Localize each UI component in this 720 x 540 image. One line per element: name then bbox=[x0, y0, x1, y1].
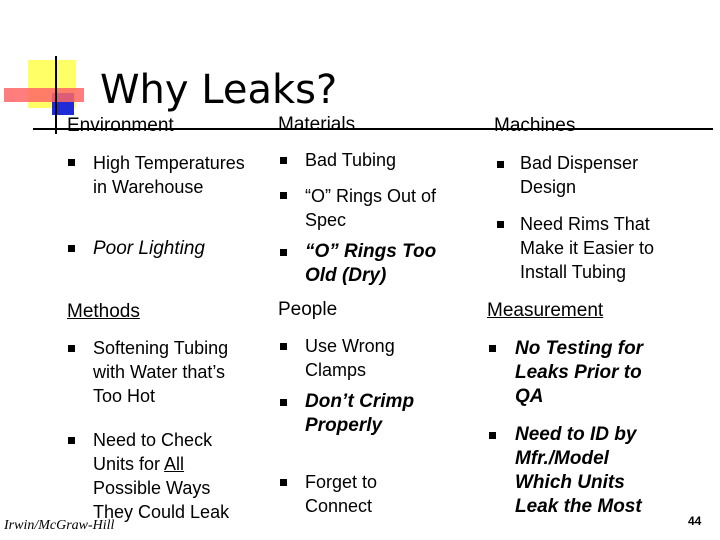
publisher-footer: Irwin/McGraw-Hill bbox=[4, 518, 115, 533]
heading-methods: Methods bbox=[67, 301, 140, 322]
bullet-icon bbox=[68, 437, 75, 444]
bullet-icon bbox=[489, 345, 496, 352]
bullet-icon bbox=[489, 432, 496, 439]
corner-red-bar bbox=[4, 88, 84, 102]
bullet-icon bbox=[280, 479, 287, 486]
bullet-icon bbox=[68, 345, 75, 352]
list-item: Need Rims That Make it Easier to Install Tubing bbox=[520, 214, 655, 282]
list-item-text: Need to Check Units for bbox=[93, 430, 213, 474]
heading-measurement: Measurement bbox=[487, 300, 604, 321]
bullet-icon bbox=[497, 161, 504, 168]
corner-vertical-rule bbox=[55, 56, 57, 134]
slide-title: Why Leaks? bbox=[100, 67, 338, 113]
bullet-icon bbox=[280, 192, 287, 199]
bullet-icon bbox=[497, 221, 504, 228]
list-item: No Testing for Leaks Prior to QA bbox=[515, 338, 644, 407]
list-item: Bad Dispenser Design bbox=[520, 153, 639, 197]
list-item: “O” Rings Too Old (Dry) bbox=[305, 241, 437, 286]
heading-people: People bbox=[278, 299, 338, 320]
list-item: Softening Tubing with Water that’s Too Hot bbox=[93, 338, 229, 406]
list-item: Poor Lighting bbox=[93, 238, 205, 259]
list-item-emphasis: All bbox=[164, 454, 185, 474]
bullet-icon bbox=[280, 343, 287, 350]
list-item bbox=[93, 428, 253, 524]
list-item: Forget to Connect bbox=[305, 472, 378, 516]
bullet-icon bbox=[280, 249, 287, 256]
page-number: 44 bbox=[688, 514, 702, 528]
heading-materials: Materials bbox=[278, 114, 356, 135]
list-item: “O” Rings Out of Spec bbox=[305, 186, 437, 230]
list-item: Bad Tubing bbox=[305, 150, 397, 170]
list-item: Don’t Crimp Properly bbox=[305, 391, 415, 436]
list-item: High Temperatures in Warehouse bbox=[93, 153, 245, 197]
list-item-text: Possible Ways They Could Leak bbox=[93, 478, 230, 522]
bullet-icon bbox=[280, 157, 287, 164]
bullet-icon bbox=[68, 159, 75, 166]
bullet-icon bbox=[280, 399, 287, 406]
bullet-icon bbox=[68, 245, 75, 252]
heading-machines: Machines bbox=[494, 115, 576, 136]
list-item: Use Wrong Clamps bbox=[305, 336, 395, 380]
list-item: Need to ID by Mfr./Model Which Units Leak the Most bbox=[515, 424, 642, 517]
heading-environment: Environment bbox=[67, 115, 174, 136]
